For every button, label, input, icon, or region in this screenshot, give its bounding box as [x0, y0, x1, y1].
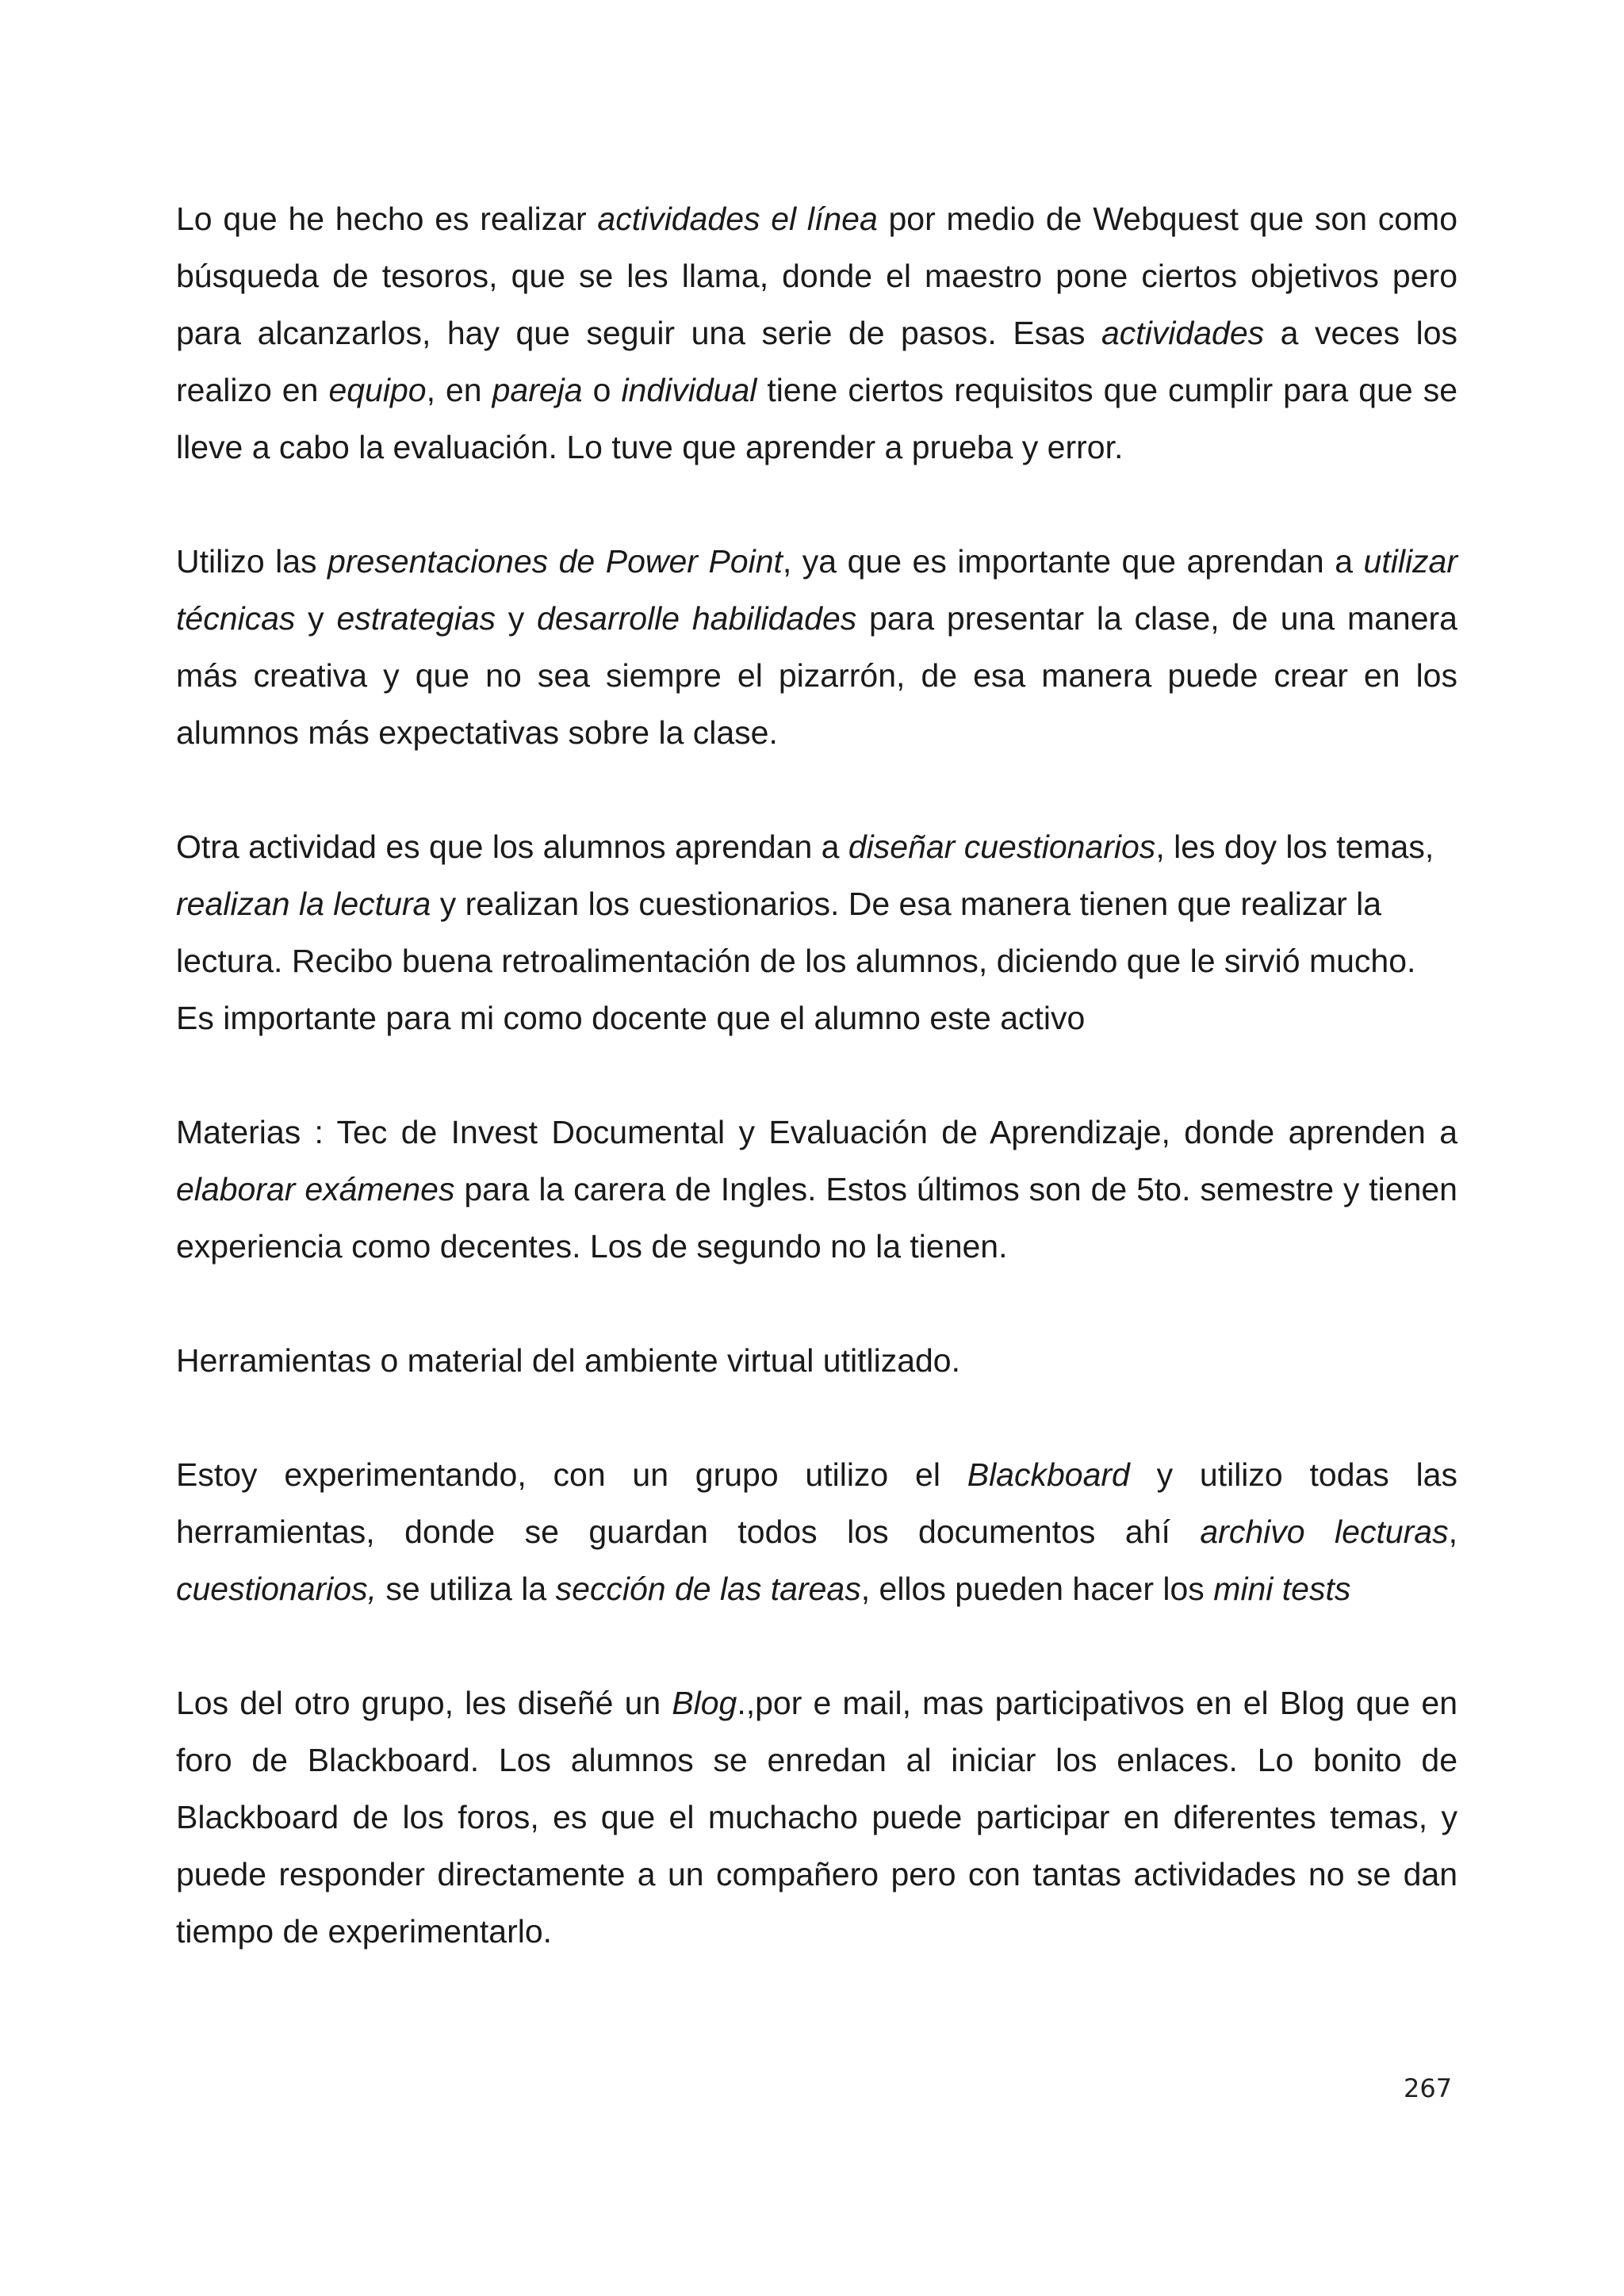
paragraph-webquest — [176, 190, 1457, 476]
paragraph-powerpoint — [176, 533, 1457, 761]
italic-text-segment: actividades el línea — [597, 201, 878, 237]
text-segment: para presentar la clase, de una manera más creativa y que no sea siempre el pizarrón, de esa manera puede crear en los alumnos más expectativas sobre la clase. — [176, 600, 1457, 751]
paragraph-blog — [176, 1674, 1457, 1960]
text-segment: o — [582, 372, 622, 408]
text-segment: y — [496, 600, 538, 637]
text-segment: Otra actividad es que los alumnos aprendan a — [176, 828, 848, 865]
text-segment: y utilizo todas las herramientas, donde se guardan todos los documentos ahí — [176, 1456, 1457, 1550]
text-segment: Los del otro grupo, les diseñé un — [176, 1685, 672, 1721]
document-page — [176, 190, 1457, 2017]
italic-text-segment: realizan la lectura — [176, 886, 431, 922]
italic-text-segment: diseñar cuestionarios — [848, 828, 1156, 865]
italic-text-segment: presentaciones de Power Point — [327, 543, 783, 580]
text-segment: tiene ciertos requisitos que cumplir para que se lleve a cabo la evaluación. Lo tuve que aprender a prueba y error. — [176, 372, 1457, 465]
text-segment: para la carera de Ingles. Estos últimos son de 5to. semestre y tienen experiencia como decentes. Los de segundo no la tienen. — [176, 1171, 1457, 1265]
text-segment: Utilizo las — [176, 543, 328, 580]
text-segment: , en — [426, 372, 492, 408]
text-segment: por medio de Webquest que son como búsqueda de tesoros, que se les llama, donde el maestro pone ciertos objetivos pero para alcanzarlos, hay que seguir una serie de pasos. Esas — [176, 201, 1457, 351]
italic-text-segment: pareja — [492, 372, 583, 408]
text-segment: y realizan los cuestionarios. De esa manera tienen que realizar la lectura. Recibo buena retroalimentación de los alumnos, diciendo que le sirvió mucho. Es importante para mi como docente que el alumno este activo — [176, 886, 1416, 1036]
italic-text-segment: sección de las tareas — [555, 1571, 861, 1607]
paragraph-materias — [176, 1104, 1457, 1275]
text-segment: Herramientas o material del ambiente virtual utitlizado. — [176, 1342, 961, 1379]
text-segment: .,por e mail, mas participativos en el Blog que en foro de Blackboard. Los alumnos se enredan al iniciar los enlaces. Lo bonito de Blackboard de los foros, es que el muchacho puede participar en diferentes temas, y puede responder directamente a un compañero pero con tantas actividades no se dan tiempo de experimentarlo. — [176, 1685, 1457, 1950]
italic-text-segment: mini tests — [1213, 1571, 1351, 1607]
italic-text-segment: Blog — [672, 1685, 737, 1721]
italic-text-segment: desarrolle habilidades — [537, 600, 857, 637]
text-segment: se utiliza la — [376, 1571, 556, 1607]
text-segment: y — [295, 600, 337, 637]
text-segment: , — [1448, 1513, 1457, 1550]
italic-text-segment: archivo lecturas — [1200, 1513, 1449, 1550]
text-segment: Materias : Tec de Invest Documental y Evaluación de Aprendizaje, donde aprenden a — [176, 1114, 1457, 1150]
paragraph-herramientas-heading — [176, 1332, 1457, 1389]
italic-text-segment: individual — [621, 372, 757, 408]
text-segment: Lo que he hecho es realizar — [176, 201, 598, 237]
italic-text-segment: elaborar exámenes — [176, 1171, 455, 1207]
page-number: 267 — [1404, 2073, 1453, 2103]
paragraph-cuestionarios — [176, 818, 1457, 1047]
text-segment: , les doy los temas, — [1155, 828, 1434, 865]
text-segment: Estoy experimentando, con un grupo utilizo el — [176, 1456, 967, 1493]
italic-text-segment: equipo — [328, 372, 427, 408]
paragraph-blackboard — [176, 1446, 1457, 1617]
italic-text-segment: Blackboard — [967, 1456, 1130, 1493]
italic-text-segment: actividades — [1101, 315, 1265, 351]
italic-text-segment: estrategias — [336, 600, 496, 637]
italic-text-segment: cuestionarios, — [176, 1571, 377, 1607]
text-segment: a veces los realizo en — [176, 315, 1457, 408]
text-segment: , ya que es importante que aprendan a — [782, 543, 1364, 580]
text-segment: , ellos pueden hacer los — [860, 1571, 1214, 1607]
italic-text-segment: utilizar técnicas — [176, 543, 1458, 637]
